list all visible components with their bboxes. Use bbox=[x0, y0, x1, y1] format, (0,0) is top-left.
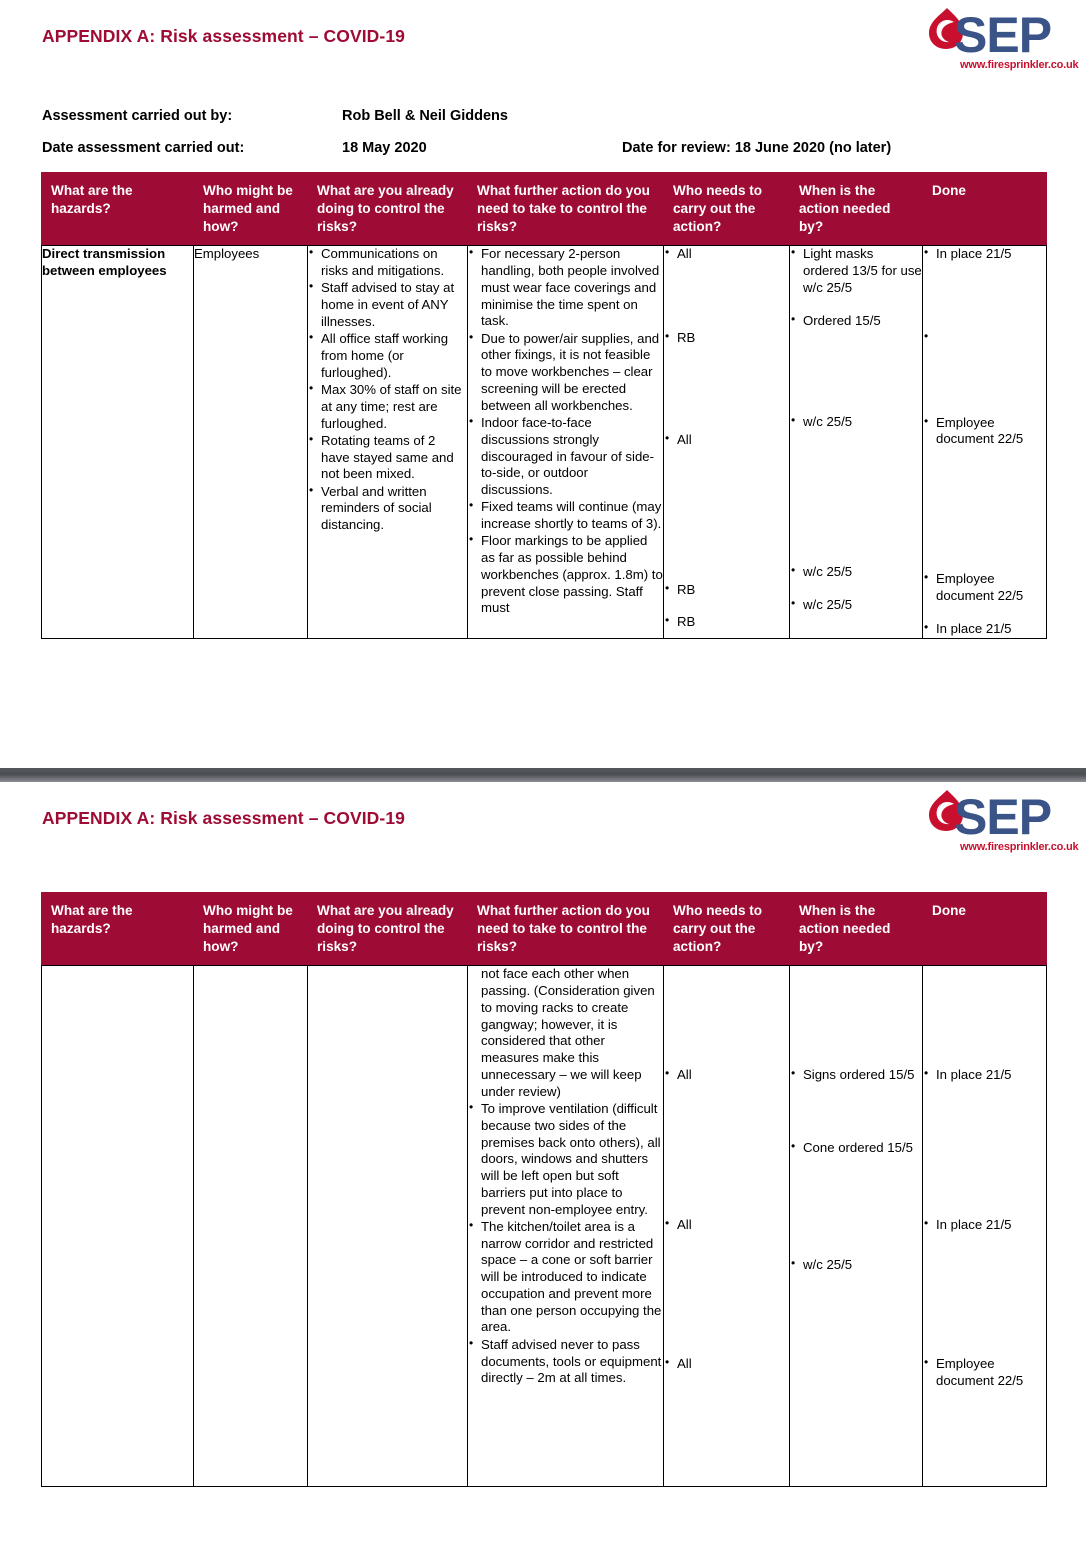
page-1 bbox=[0, 0, 1086, 768]
carried-out-by-label: Assessment carried out by: bbox=[42, 108, 233, 124]
page-1-header bbox=[0, 0, 1086, 86]
page-2 bbox=[0, 782, 1086, 1566]
list-item: • Employee document 22/5 bbox=[923, 415, 1046, 449]
list-item: • Signs ordered 15/5 bbox=[790, 1067, 922, 1084]
cell-already-doing bbox=[308, 246, 468, 639]
list-item: • Light masks ordered 13/5 for use w/c 25/5 bbox=[790, 246, 922, 296]
col-header-who-harmed: Who might be harmed and how? bbox=[194, 893, 308, 966]
spacer bbox=[664, 599, 789, 614]
col-header-already-doing: What are you already doing to control the risks? bbox=[308, 893, 468, 966]
col-header-who-carries: Who needs to carry out the action? bbox=[664, 173, 790, 246]
date-for-review: Date for review: 18 June 2020 (no later) bbox=[622, 140, 892, 156]
list-item: • In place 21/5 bbox=[923, 1217, 1046, 1234]
spacer bbox=[664, 347, 789, 431]
col-header-done: Done bbox=[923, 173, 1047, 246]
spacer bbox=[664, 1084, 789, 1216]
list-item: • Staff advised never to pass documents, tools or equipment directly – 2m at all times. bbox=[468, 1337, 663, 1387]
list-item: • Ordered 15/5 bbox=[790, 313, 922, 330]
page-2-header bbox=[0, 782, 1086, 868]
list-item: • Staff advised to stay at home in event of ANY illnesses. bbox=[308, 280, 467, 330]
col-header-already-doing: What are you already doing to control the risks? bbox=[308, 173, 468, 246]
spacer bbox=[923, 264, 1046, 330]
list-item: • Floor markings to be applied as far as possible behind workbenches (approx. 1.8m) to prevent close passing. Staff must bbox=[468, 533, 663, 617]
list-item: • All bbox=[664, 1067, 789, 1084]
page-break-divider bbox=[0, 768, 1086, 782]
spacer bbox=[790, 1157, 922, 1257]
col-header-hazards: What are the hazards? bbox=[42, 173, 194, 246]
table-header-row bbox=[42, 893, 1047, 966]
sep-logo bbox=[910, 4, 1078, 76]
list-item: • Fixed teams will continue (may increase shortly to teams of 3). bbox=[468, 499, 663, 533]
further-action-list bbox=[468, 966, 663, 1387]
page-title: APPENDIX A: Risk assessment – COVID-19 bbox=[42, 808, 406, 828]
spacer bbox=[664, 966, 789, 1066]
table-row bbox=[42, 246, 1047, 639]
list-item: • All bbox=[664, 432, 789, 449]
list-item: • Verbal and written reminders of social distancing. bbox=[308, 484, 467, 534]
spacer bbox=[664, 449, 789, 581]
col-header-further-action: What further action do you need to take to control the risks? bbox=[468, 173, 664, 246]
carried-out-by-value: Rob Bell & Neil Giddens bbox=[342, 108, 508, 124]
cell-hazard bbox=[42, 966, 194, 1487]
table-row bbox=[42, 966, 1047, 1487]
spacer bbox=[923, 1234, 1046, 1356]
spacer bbox=[664, 1234, 789, 1356]
further-action-list bbox=[468, 246, 663, 617]
date-carried-out-value: 18 May 2020 bbox=[342, 140, 427, 156]
cell-done bbox=[923, 246, 1047, 639]
list-item: • All office staff working from home (or furloughed). bbox=[308, 331, 467, 381]
risk-assessment-table-page-1 bbox=[41, 172, 1047, 639]
list-item: • In place 21/5 bbox=[923, 621, 1046, 638]
cell-who-carries bbox=[664, 966, 790, 1487]
col-header-who-harmed: Who might be harmed and how? bbox=[194, 173, 308, 246]
table-header-row bbox=[42, 173, 1047, 246]
spacer bbox=[790, 581, 922, 596]
who-carries-list bbox=[664, 966, 789, 1373]
list-item: • RB bbox=[664, 582, 789, 599]
cell-who-carries bbox=[664, 246, 790, 639]
cell-who-harmed bbox=[194, 966, 308, 1487]
list-item: • To improve ventilation (difficult because two sides of the premises back onto others), all doors, windows and shutters will be left open but soft barriers put into place to prevent non-employee entry. bbox=[468, 1101, 663, 1218]
col-header-done: Done bbox=[923, 893, 1047, 966]
list-item: • RB bbox=[664, 330, 789, 347]
assessment-meta bbox=[42, 108, 1086, 172]
date-carried-out-label: Date assessment carried out: bbox=[42, 140, 245, 156]
cell-who-harmed: Employees bbox=[194, 246, 308, 639]
cell-hazard: Direct transmission between employees bbox=[42, 246, 194, 639]
cell-done bbox=[923, 966, 1047, 1487]
col-header-when-needed: When is the action needed by? bbox=[790, 893, 923, 966]
cell-when-needed bbox=[790, 966, 923, 1487]
col-header-when-needed: When is the action needed by? bbox=[790, 173, 923, 246]
list-item-continuation: not face each other when passing. (Consideration given to moving racks to create gangway; however, it is considered that other measures make this unnecessary – we will keep under review) bbox=[481, 966, 655, 1099]
list-item: • w/c 25/5 bbox=[790, 564, 922, 581]
col-header-hazards: What are the hazards? bbox=[42, 893, 194, 966]
spacer bbox=[790, 330, 922, 414]
list-item: • Communications on risks and mitigations. bbox=[308, 246, 467, 280]
who-carries-list bbox=[664, 246, 789, 631]
done-list bbox=[923, 246, 1046, 637]
spacer bbox=[664, 264, 789, 330]
page-title: APPENDIX A: Risk assessment – COVID-19 bbox=[42, 26, 406, 46]
list-item: • RB bbox=[664, 614, 789, 631]
sep-website-text: www.firesprinkler.co.uk bbox=[960, 59, 1079, 71]
list-item: • Rotating teams of 2 have stayed same and not been mixed. bbox=[308, 433, 467, 483]
list-item: • In place 21/5 bbox=[923, 1067, 1046, 1084]
col-header-who-carries: Who needs to carry out the action? bbox=[664, 893, 790, 966]
col-header-further-action: What further action do you need to take to control the risks? bbox=[468, 893, 664, 966]
cell-when-needed bbox=[790, 246, 923, 639]
list-item: • Cone ordered 15/5 bbox=[790, 1140, 922, 1157]
cell-already-doing bbox=[308, 966, 468, 1487]
risk-assessment-table-page-2 bbox=[41, 892, 1047, 1487]
sep-wordmark: SEP bbox=[954, 7, 1052, 63]
spacer bbox=[790, 297, 922, 312]
spacer bbox=[790, 1084, 922, 1139]
spacer bbox=[790, 432, 922, 564]
list-item: • All bbox=[664, 1356, 789, 1373]
list-item: • w/c 25/5 bbox=[790, 597, 922, 614]
sep-wordmark: SEP bbox=[954, 789, 1052, 845]
list-item: • Due to power/air supplies, and other fixings, it is not feasible to move workbenches – clear screening will be erected between all workbenches. bbox=[468, 331, 663, 415]
spacer bbox=[923, 1084, 1046, 1216]
cell-further-action bbox=[468, 966, 664, 1487]
list-item: • All bbox=[664, 1217, 789, 1234]
cell-further-action bbox=[468, 246, 664, 639]
list-item: • In place 21/5 bbox=[923, 246, 1046, 263]
sep-website-text: www.firesprinkler.co.uk bbox=[960, 841, 1079, 853]
spacer bbox=[923, 330, 1046, 414]
spacer bbox=[923, 605, 1046, 620]
done-list bbox=[923, 966, 1046, 1390]
when-needed-list bbox=[790, 966, 922, 1274]
already-doing-list bbox=[308, 246, 467, 534]
meta-row-date bbox=[42, 140, 1086, 172]
sep-logo bbox=[910, 786, 1078, 858]
spacer bbox=[790, 966, 922, 1066]
list-item: • w/c 25/5 bbox=[790, 1257, 922, 1274]
list-item: • All bbox=[664, 246, 789, 263]
list-item: • The kitchen/toilet area is a narrow corridor and restricted space – a cone or soft barrier will be introduced to indicate occupation and prevent more than one person occupying the area. bbox=[468, 1219, 663, 1336]
list-item: • w/c 25/5 bbox=[790, 414, 922, 431]
list-item: • Max 30% of staff on site at any time; rest are furloughed. bbox=[308, 382, 467, 432]
list-item: • Indoor face-to-face discussions strongly discouraged in favour of side-to-side, or outdoor discussions. bbox=[468, 415, 663, 499]
list-item: • Employee document 22/5 bbox=[923, 571, 1046, 605]
spacer bbox=[923, 966, 1046, 1066]
list-item: • Employee document 22/5 bbox=[923, 1356, 1046, 1390]
spacer bbox=[923, 449, 1046, 571]
when-needed-list bbox=[790, 246, 922, 613]
meta-row-carried-out-by bbox=[42, 108, 1086, 140]
list-item: • For necessary 2-person handling, both people involved must wear face coverings and minimise the time spent on task. bbox=[468, 246, 663, 330]
